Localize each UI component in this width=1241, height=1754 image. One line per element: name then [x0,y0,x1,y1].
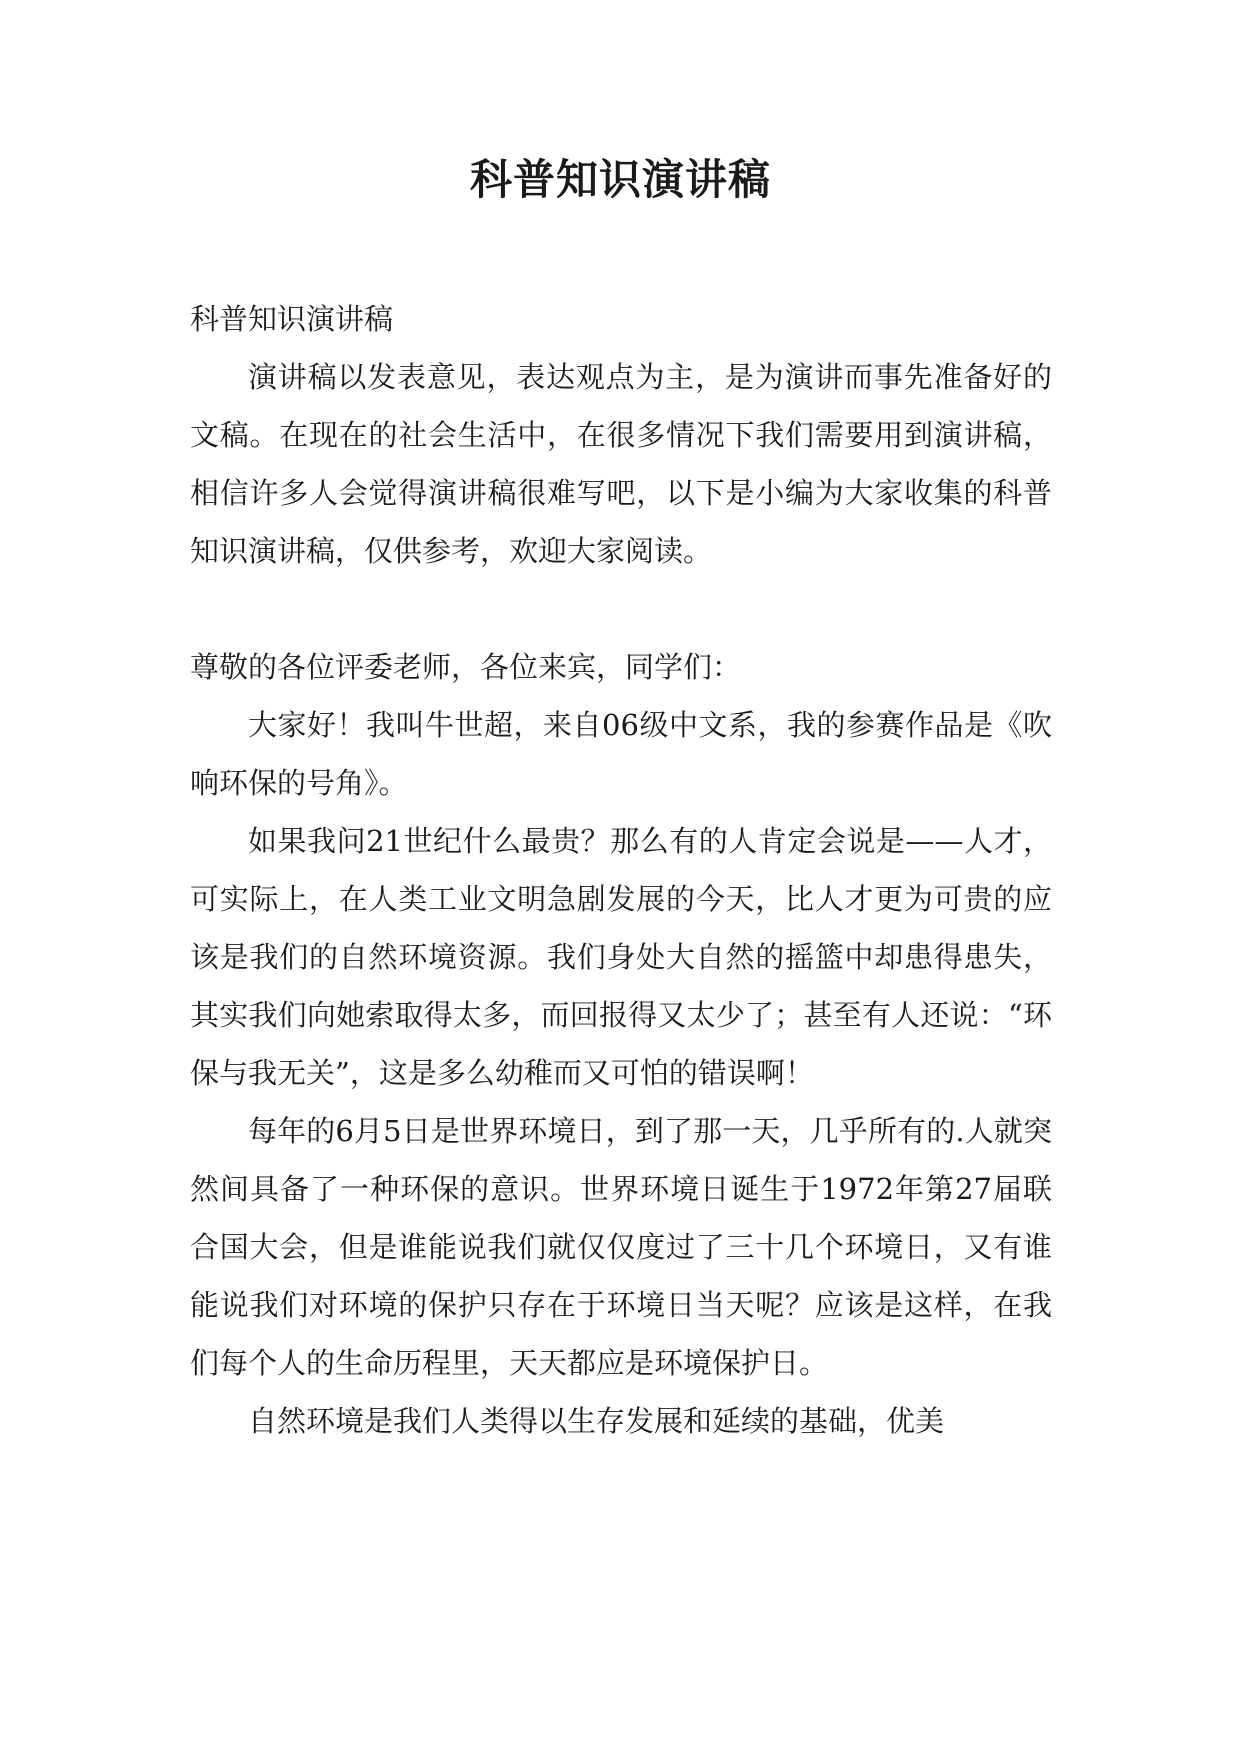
document-title: 科普知识演讲稿 [469,155,771,204]
document-body [190,290,1052,1450]
body-paragraph: 每年的6月5日是世界环境日，到了那一天，几乎所有的.人就突然间具备了一种环保的意识。世界环境日诞生于1972年第27届联合国大会，但是谁能说我们就仅仅度过了三十几个环境日，又有谁能说我们对环境的保护只存在于环境日当天呢？应该是这样，在我们每个人的生命历程里，天天都应是环境保护日。 [190,1114,1052,1380]
subtitle-paragraph: 科普知识演讲稿 [190,302,394,336]
body-paragraph: 如果我问21世纪什么最贵？那么有的人肯定会说是——人才，可实际上，在人类工业文明急剧发展的今天，比人才更为可贵的应该是我们的自然环境资源。我们身处大自然的摇篮中却患得患失，其实我们向她索取得太多，而回报得又太少了；甚至有人还说：“环保与我无关”，这是多么幼稚而又可怕的错误啊！ [190,824,1052,1090]
body-paragraph: 大家好！我叫牛世超，来自06级中文系，我的参赛作品是《吹响环保的号角》。 [190,708,1052,800]
salutation-paragraph: 尊敬的各位评委老师，各位来宾，同学们： [190,650,742,684]
body-paragraph: 自然环境是我们人类得以生存发展和延续的基础，优美 [248,1404,945,1438]
intro-paragraph: 演讲稿以发表意见，表达观点为主，是为演讲而事先准备好的文稿。在现在的社会生活中，在很多情况下我们需要用到演讲稿，相信许多人会觉得演讲稿很难写吧，以下是小编为大家收集的科普知识演讲稿，仅供参考，欢迎大家阅读。 [190,360,1052,568]
